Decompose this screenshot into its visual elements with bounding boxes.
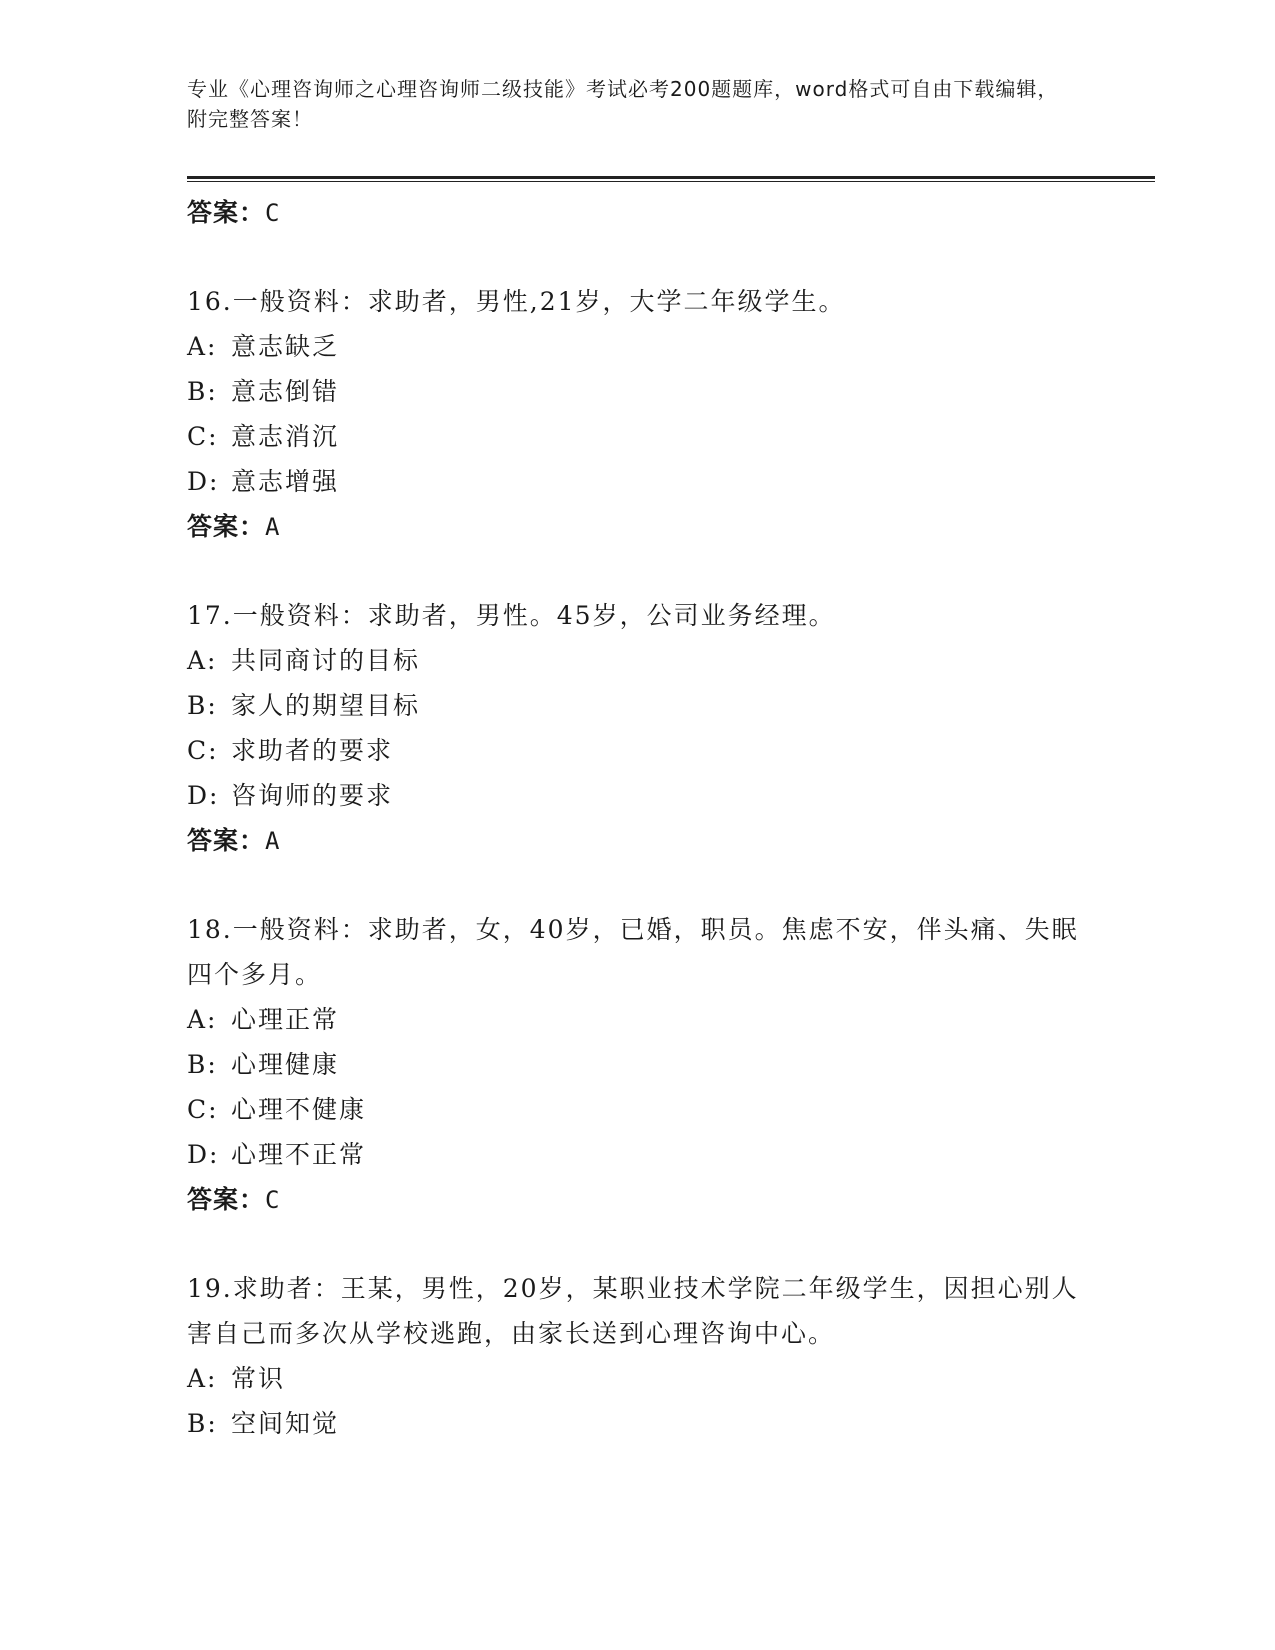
option-text: 咨询师的要求 (231, 781, 394, 810)
option-text: 求助者的要求 (231, 736, 394, 765)
answer-line (187, 190, 1087, 235)
answer-label: 答案： (187, 1185, 266, 1214)
option-text: 心理正常 (231, 1005, 340, 1034)
option-b (187, 683, 1087, 728)
option-a (187, 1356, 1087, 1401)
question-stem: 19.求助者：王某，男性，20岁，某职业技术学院二年级学生，因担心别人害自己而多次从学校逃跑，由家长送到心理咨询中心。 (187, 1274, 1079, 1348)
question-16 (187, 279, 1087, 549)
option-c (187, 1087, 1087, 1132)
question-list (187, 190, 1087, 1446)
answer-label: 答案： (187, 512, 266, 541)
question-19 (187, 1266, 1087, 1446)
option-b (187, 369, 1087, 414)
answer-line (187, 504, 1087, 549)
option-d (187, 1132, 1087, 1177)
option-text: 意志消沉 (231, 422, 340, 451)
question-18 (187, 907, 1087, 1222)
header-divider (187, 176, 1155, 179)
answer-value: C (265, 1186, 281, 1214)
option-key: A: (187, 1364, 218, 1393)
option-text: 心理不正常 (231, 1140, 367, 1169)
document-header (187, 74, 1077, 134)
answer-line (187, 1177, 1087, 1222)
answer-value: C (265, 199, 281, 227)
option-text: 意志倒错 (231, 377, 340, 406)
option-key: D: (187, 467, 220, 496)
option-b (187, 1042, 1087, 1087)
option-text: 共同商讨的目标 (231, 646, 421, 675)
option-text: 心理健康 (231, 1050, 340, 1079)
question-17 (187, 593, 1087, 863)
option-d (187, 773, 1087, 818)
option-key: C: (187, 422, 219, 451)
option-c (187, 414, 1087, 459)
option-a (187, 638, 1087, 683)
option-key: C: (187, 736, 219, 765)
option-text: 常识 (231, 1364, 286, 1393)
answer-label: 答案： (187, 198, 266, 227)
answer-label: 答案： (187, 826, 266, 855)
header-intro: 专业《心理咨询师之心理咨询师二级技能》考试必考200题题库，word格式可自由下载编辑，附完整答案！ (187, 77, 1059, 131)
option-key: A: (187, 1005, 218, 1034)
answer-value: A (265, 513, 281, 541)
option-a (187, 324, 1087, 369)
answer-line (187, 818, 1087, 863)
option-text: 心理不健康 (231, 1095, 367, 1124)
option-a (187, 997, 1087, 1042)
option-key: D: (187, 1140, 220, 1169)
option-key: A: (187, 332, 218, 361)
option-text: 意志增强 (231, 467, 340, 496)
option-key: D: (187, 781, 220, 810)
option-text: 意志缺乏 (231, 332, 340, 361)
option-key: B: (187, 1409, 218, 1438)
option-text: 空间知觉 (231, 1409, 340, 1438)
answer-value: A (265, 827, 281, 855)
option-key: A: (187, 646, 218, 675)
option-b (187, 1401, 1087, 1446)
option-key: B: (187, 1050, 218, 1079)
option-d (187, 459, 1087, 504)
option-c (187, 728, 1087, 773)
option-key: C: (187, 1095, 219, 1124)
question-stem: 18.一般资料：求助者，女，40岁，已婚，职员。焦虑不安，伴头痛、失眠四个多月。 (187, 915, 1079, 989)
question-stem: 16.一般资料：求助者，男性,21岁，大学二年级学生。 (187, 287, 846, 316)
question-stem: 17.一般资料：求助者，男性。45岁，公司业务经理。 (187, 601, 836, 630)
header-divider-thin (187, 181, 1155, 182)
option-key: B: (187, 377, 218, 406)
option-text: 家人的期望目标 (231, 691, 421, 720)
option-key: B: (187, 691, 218, 720)
